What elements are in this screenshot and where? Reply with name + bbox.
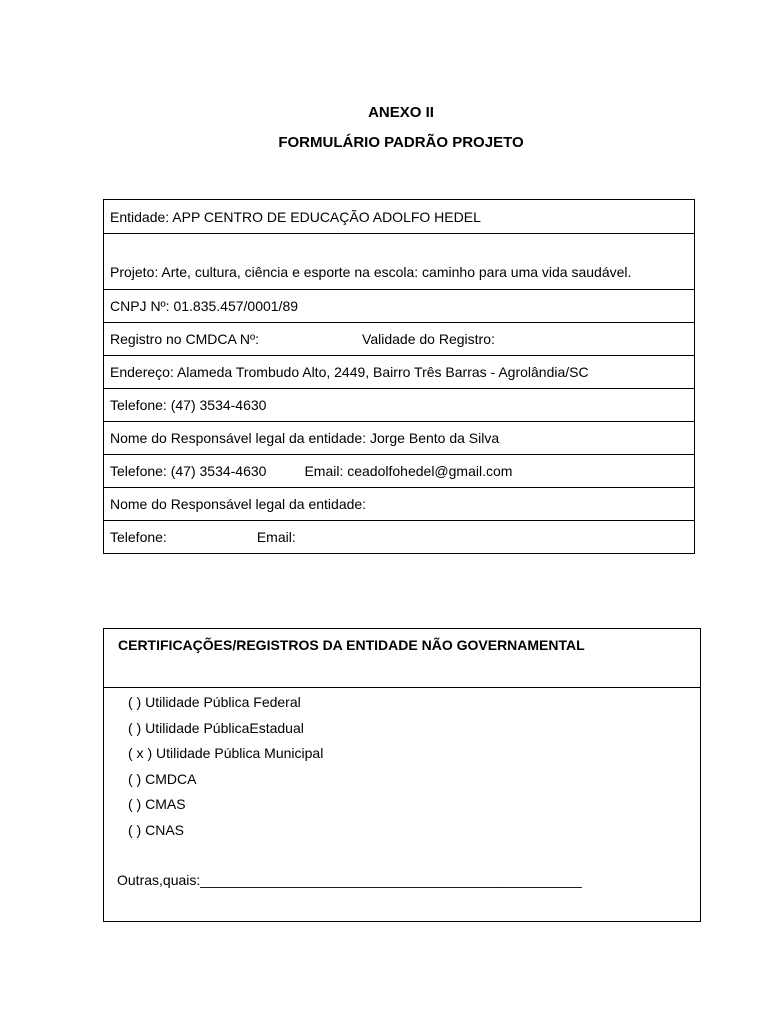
- legal-rep-row: [104, 421, 694, 454]
- certifications-table: [103, 628, 701, 922]
- phone-row: [104, 388, 694, 421]
- option-federal: ( ) Utilidade Pública Federal: [128, 694, 301, 710]
- form-title: FORMULÁRIO PADRÃO PROJETO: [278, 134, 524, 151]
- contact-phone-2: Telefone:: [110, 529, 167, 545]
- option-estadual: ( ) Utilidade PúblicaEstadual: [128, 719, 304, 736]
- legal-rep-text: Nome do Responsável legal da entidade: Jorge Bento da Silva: [110, 430, 500, 446]
- others-line: Outras,quais:_________________________________________________: [117, 872, 582, 888]
- annex-title: ANEXO II: [368, 104, 434, 121]
- option-municipal: ( x ) Utilidade Pública Municipal: [128, 745, 324, 762]
- option-cmas: ( ) CMAS: [128, 796, 186, 813]
- contact-phone: Telefone: (47) 3534-4630: [110, 463, 267, 479]
- entity-text: Entidade: APP CENTRO DE EDUCAÇÃO ADOLFO HEDEL: [110, 208, 481, 225]
- cnpj-text: CNPJ Nº: 01.835.457/0001/89: [110, 298, 299, 314]
- contact-email-2: Email:: [256, 529, 296, 545]
- registration-row: [104, 322, 694, 355]
- address-text: Endereço: Alameda Trombudo Alto, 2449, Bairro Três Barras - Agrolândia/SC: [110, 364, 589, 380]
- contact-row: [104, 454, 694, 487]
- contact-row-2: [104, 520, 694, 553]
- registration-label: Registro no CMDCA Nº:: [110, 331, 260, 347]
- contact-email: Email: ceadolfohedel@gmail.com: [304, 463, 513, 479]
- certifications-title: CERTIFICAÇÕES/REGISTROS DA ENTIDADE NÃO GOVERNAMENTAL: [104, 629, 700, 688]
- entity-info-table: [103, 199, 695, 554]
- project-text: Projeto: Arte, cultura, ciência e esporte na escola: caminho para uma vida saudável.: [110, 264, 632, 280]
- phone-text: Telefone: (47) 3534-4630: [110, 397, 267, 413]
- legal-rep-text-2: Nome do Responsável legal da entidade:: [110, 496, 367, 512]
- legal-rep-row-2: [104, 487, 694, 520]
- option-cmdca: ( ) CMDCA: [128, 770, 197, 787]
- validity-label: Validade do Registro:: [362, 331, 495, 347]
- address-row: [104, 355, 694, 388]
- cnpj-row: [104, 289, 694, 322]
- project-row: [104, 233, 694, 289]
- entity-row: [104, 200, 694, 233]
- option-cnas: ( ) CNAS: [128, 821, 184, 838]
- certifications-options: [104, 688, 700, 847]
